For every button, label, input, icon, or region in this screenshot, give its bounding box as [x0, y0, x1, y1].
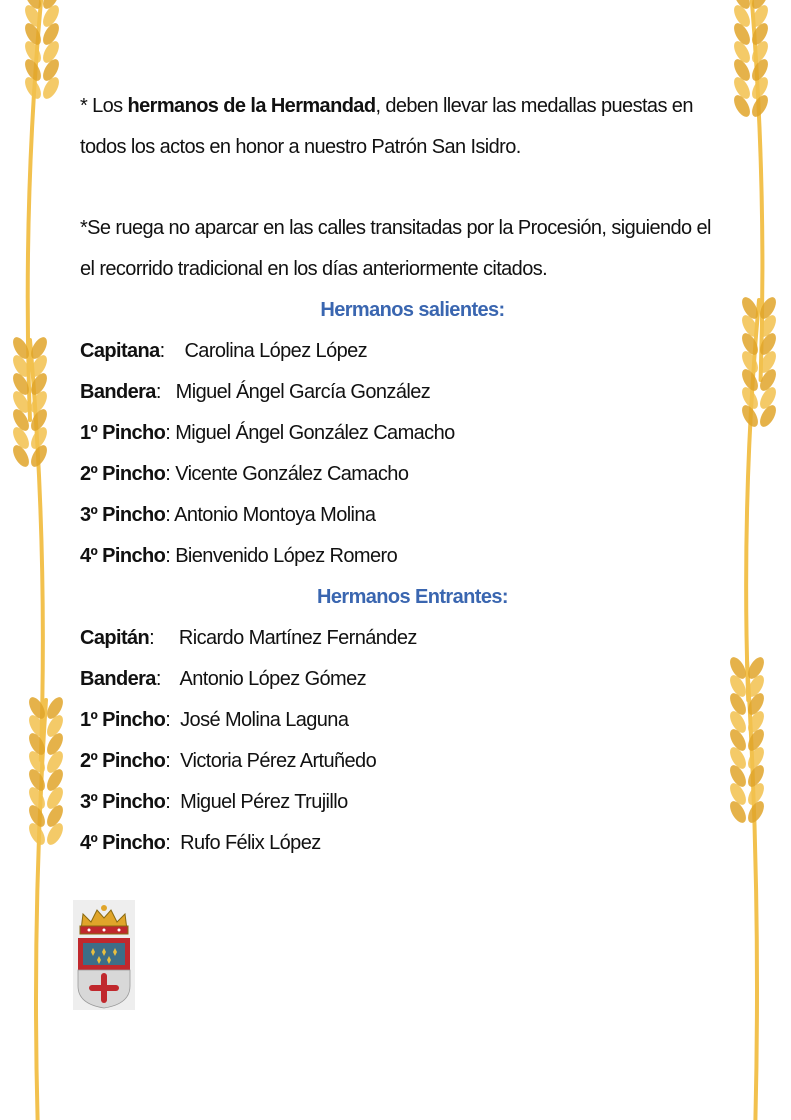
member-name: Vicente González Camacho	[175, 463, 409, 485]
section-title-entrantes: Hermanos Entrantes:	[317, 586, 508, 608]
member-role: 1º Pincho	[80, 422, 166, 444]
member-name: Ricardo Martínez Fernández	[178, 627, 417, 649]
member-row: Bandera: Miguel Ángel García González	[80, 381, 431, 403]
member-name: Antonio Montoya Molina	[174, 504, 376, 526]
notice-medals: * Los hermanos de la Hermandad, deben llevar las medallas puestas en todos los actos en honor a nuestro Patrón San Isidro.	[80, 95, 693, 158]
member-role: 2º Pincho	[80, 750, 166, 772]
member-row: Bandera: Antonio López Gómez	[80, 668, 367, 690]
member-row: 1º Pincho: José Molina Laguna	[80, 709, 349, 731]
member-name: Miguel Ángel García González	[175, 381, 431, 403]
member-role: 1º Pincho	[80, 709, 166, 731]
member-name: Antonio López Gómez	[179, 668, 367, 690]
member-role: 2º Pincho	[80, 463, 166, 485]
member-role: Capitán	[80, 627, 150, 649]
member-role: 4º Pincho	[80, 832, 166, 854]
member-name: Victoria Pérez Artuñedo	[180, 750, 377, 772]
member-role: Bandera	[80, 381, 156, 403]
member-name: Bienvenido López Romero	[175, 545, 398, 567]
notice-parking: *Se ruega no aparcar en las calles transitadas por la Procesión, siguiendo el el recorrido tradicional en los días anteriormente citados.	[80, 217, 711, 280]
member-name: Miguel Ángel González Camacho	[175, 422, 455, 444]
coat-of-arms-icon	[73, 900, 135, 1010]
member-name: Carolina López López	[184, 340, 368, 362]
member-row: 2º Pincho: Victoria Pérez Artuñedo	[80, 750, 377, 772]
spacer	[80, 168, 725, 208]
member-list-entrantes	[80, 618, 725, 864]
member-row: 4º Pincho: Bienvenido López Romero	[80, 545, 398, 567]
document-body	[80, 86, 725, 864]
member-name: José Molina Laguna	[180, 709, 349, 731]
wheat-border-left-icon	[0, 0, 80, 1120]
member-role: Capitana	[80, 340, 160, 362]
section-title-salientes: Hermanos salientes:	[320, 299, 505, 321]
member-role: 3º Pincho	[80, 791, 166, 813]
member-name: Rufo Félix López	[180, 832, 321, 854]
member-row: Capitana: Carolina López López	[80, 340, 368, 362]
member-row: 2º Pincho: Vicente González Camacho	[80, 463, 409, 485]
member-role: Bandera	[80, 668, 156, 690]
member-role: 3º Pincho	[80, 504, 166, 526]
member-role: 4º Pincho	[80, 545, 166, 567]
member-row: 3º Pincho: Antonio Montoya Molina	[80, 504, 376, 526]
member-row: 4º Pincho: Rufo Félix López	[80, 832, 321, 854]
member-row: 1º Pincho: Miguel Ángel González Camacho	[80, 422, 455, 444]
member-row: Capitán: Ricardo Martínez Fernández	[80, 627, 417, 649]
member-row: 3º Pincho: Miguel Pérez Trujillo	[80, 791, 348, 813]
member-list-salientes	[80, 331, 725, 577]
member-name: Miguel Pérez Trujillo	[180, 791, 348, 813]
